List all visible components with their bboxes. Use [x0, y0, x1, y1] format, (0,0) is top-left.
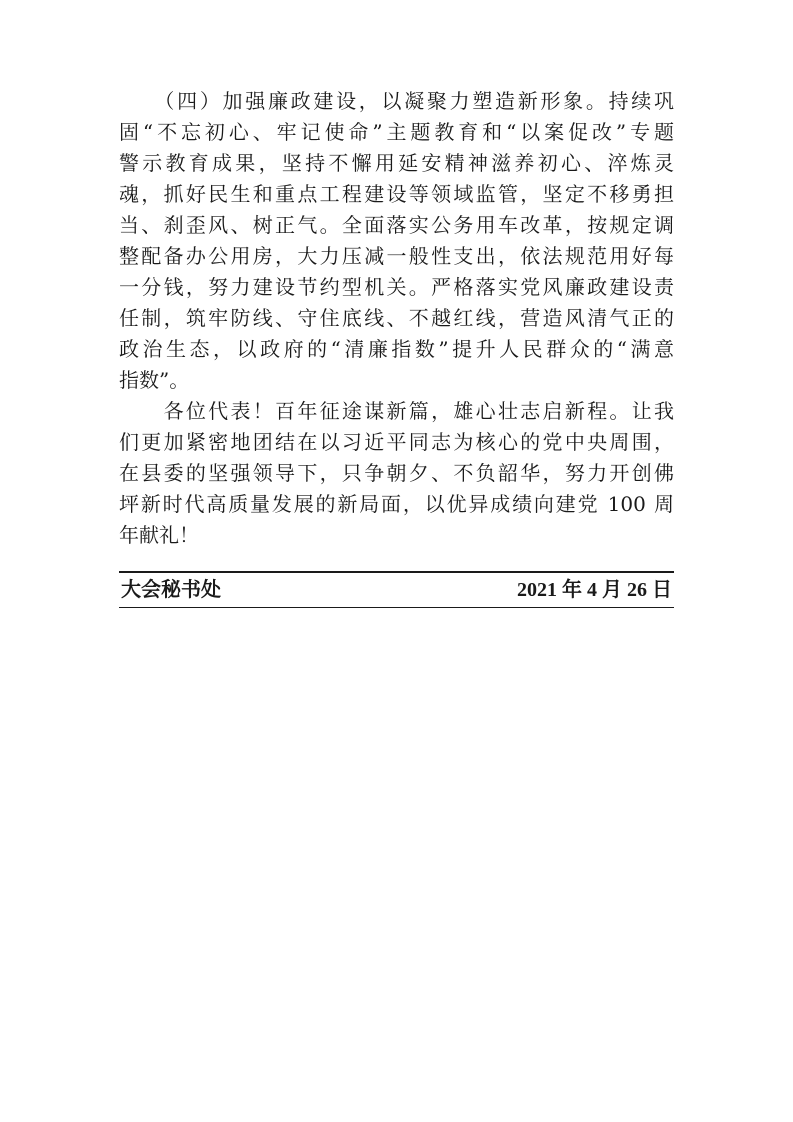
footer-bottom-rule: [119, 607, 674, 608]
paragraph-line: （四）加强廉政建设，以凝聚力塑造新形象。持续巩: [119, 89, 674, 113]
paragraph-line: 整配备办公用房，大力压减一般性支出，依法规范用好每: [119, 244, 674, 268]
paragraph-line: 指数”。: [119, 368, 190, 392]
issuer-label: 大会秘书处: [121, 579, 221, 601]
paragraph-line: 魂，抓好民生和重点工程建设等领域监管，坚定不移勇担: [119, 182, 674, 206]
paragraph-line: 们更加紧密地团结在以习近平同志为核心的党中央周围，: [119, 430, 674, 454]
paragraph-line: 坪新时代高质量发展的新局面，以优异成绩向建党 100 周: [119, 492, 674, 516]
paragraph-line: 固“不忘初心、牢记使命”主题教育和“以案促改”专题: [119, 120, 674, 144]
paragraph-line: 各位代表！百年征途谋新篇，雄心壮志启新程。让我: [119, 399, 674, 423]
body-text: [119, 86, 674, 551]
paragraph-closing: [119, 396, 674, 551]
paragraph-line: 当、刹歪风、树正气。全面落实公务用车改革，按规定调: [119, 213, 674, 237]
document-footer: [119, 571, 674, 608]
issue-date: 2021 年 4 月 26 日: [517, 579, 672, 601]
footer-row: [119, 573, 674, 607]
paragraph-line: 政治生态，以政府的“清廉指数”提升人民群众的“满意: [119, 337, 674, 361]
paragraph-line: 年献礼！: [119, 523, 199, 547]
paragraph-integrity: [119, 86, 674, 396]
paragraph-line: 警示教育成果，坚持不懈用延安精神滋养初心、淬炼灵: [119, 151, 674, 175]
paragraph-line: 任制，筑牢防线、守住底线、不越红线，营造风清气正的: [119, 306, 674, 330]
paragraph-line: 一分钱，努力建设节约型机关。严格落实党风廉政建设责: [119, 275, 674, 299]
paragraph-line: 在县委的坚强领导下，只争朝夕、不负韶华，努力开创佛: [119, 461, 674, 485]
